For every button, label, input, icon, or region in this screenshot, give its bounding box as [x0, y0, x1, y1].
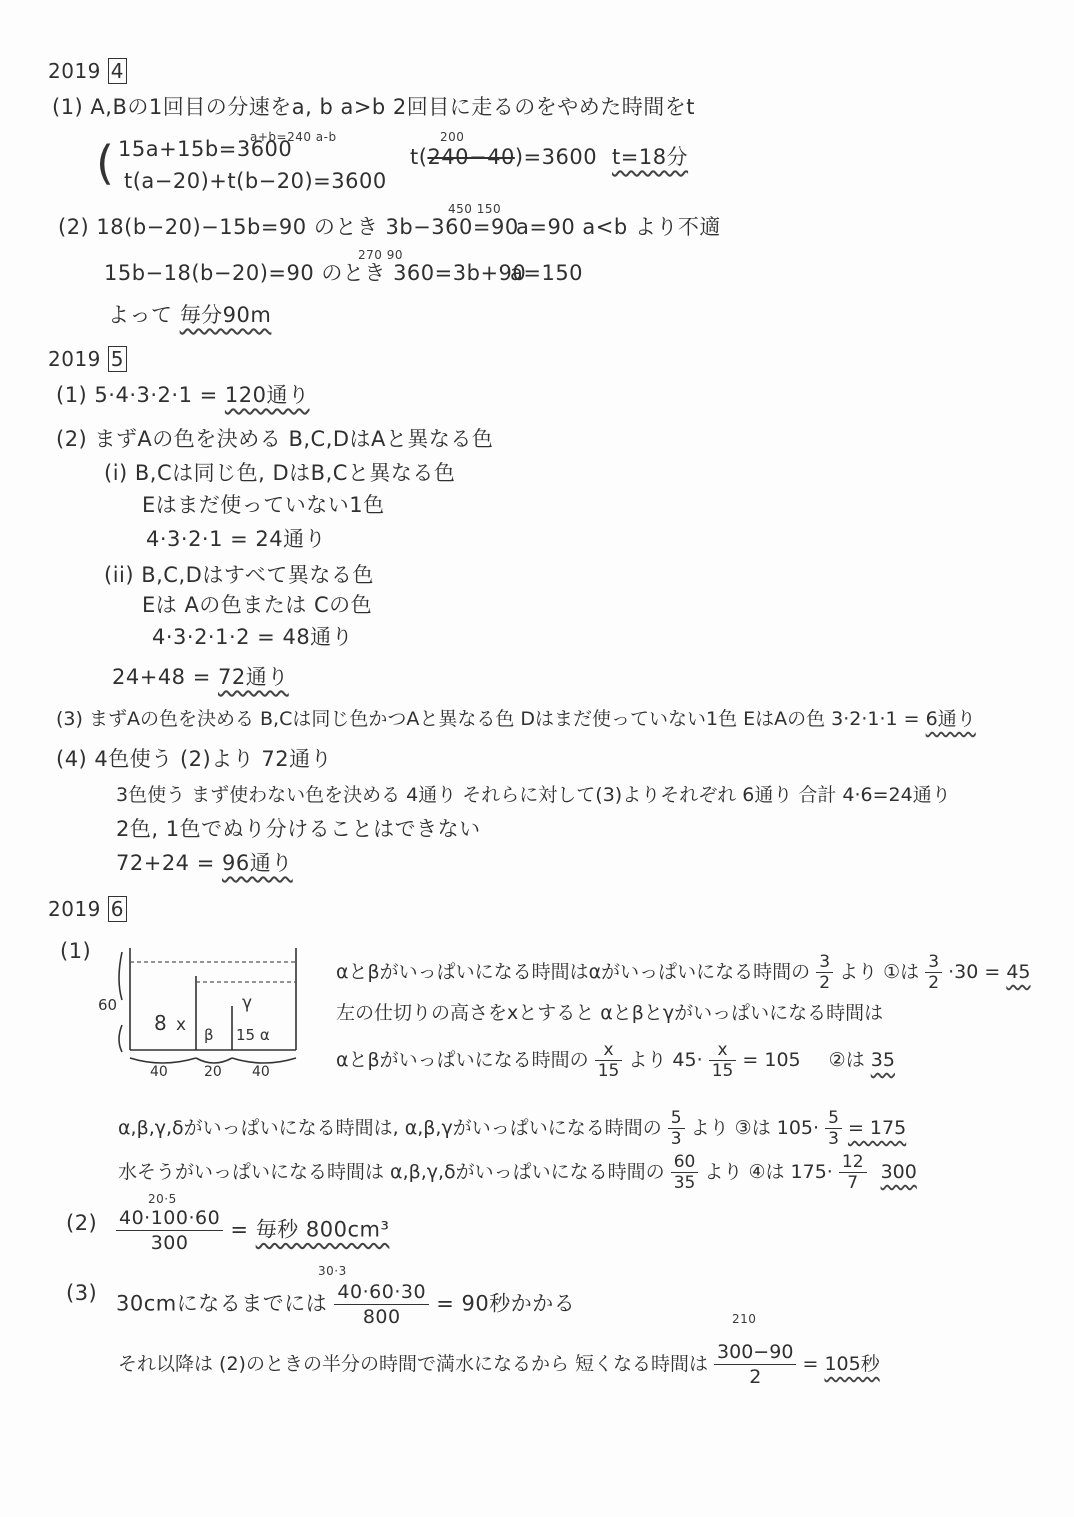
denominator: 2	[928, 973, 940, 993]
fraction	[816, 952, 833, 993]
fraction	[671, 1152, 699, 1193]
answer-3: = 175	[847, 1117, 907, 1139]
text: 水そうがいっぱいになる時間は α,β,γ,δがいっぱいになる時間の	[118, 1161, 665, 1183]
text: より ①は	[839, 961, 920, 983]
p6-q3-answer: 105秒	[824, 1353, 880, 1375]
tank-diagram	[92, 940, 322, 1080]
p5-q4-sum-text: 72+24 =	[116, 851, 215, 875]
fig-w1-label: 40	[150, 1064, 168, 1080]
fraction	[714, 1340, 796, 1389]
section-year: 2019	[48, 59, 101, 83]
text: 30cmになるまでには	[116, 1291, 328, 1316]
denominator: 15	[711, 1061, 734, 1081]
denominator: 7	[847, 1173, 859, 1193]
fig-height-label: 60	[98, 996, 118, 1014]
p4-q1-answer: t=18分	[612, 145, 689, 169]
answer-1: 45	[1006, 961, 1031, 983]
denominator: 2	[819, 973, 831, 993]
fig-w2-label: 20	[204, 1064, 222, 1080]
p5-q1	[56, 382, 309, 408]
denominator: 800	[362, 1306, 401, 1328]
section-header-2019-6	[48, 896, 127, 922]
denominator: 300	[150, 1232, 189, 1254]
p5-q1-text: (1) 5·4·3·2·1 =	[56, 383, 218, 407]
p5-q4-line1: (4) 4色使う (2)より 72通り	[56, 747, 333, 771]
fig-alpha-label: 15 α	[236, 1026, 270, 1044]
p4-q2-line2-b: a=150	[510, 261, 584, 285]
p5-q2-case-ii-c: 4·3·2·1·2 = 48通り	[152, 625, 354, 649]
p6-q3-line2	[118, 1340, 880, 1389]
text: αとβがいっぱいになる時間の	[336, 1049, 589, 1071]
p5-q2-sum	[112, 664, 289, 690]
fraction	[709, 1040, 737, 1081]
p4-q2-line2: 15b−18(b−20)=90 のとき 360=3b+90	[104, 261, 527, 285]
fig-beta-label: β	[204, 1026, 214, 1044]
p5-q2-case-ii-b: Eは Aの色または Cの色	[142, 593, 373, 617]
denominator: 35	[673, 1173, 696, 1193]
numerator: 40·100·60	[116, 1206, 223, 1231]
numerator: 60	[671, 1152, 699, 1173]
p5-q4-line3: 2色, 1色でぬり分けることはできない	[116, 817, 481, 841]
p5-q2-case-ii: (ii) B,C,Dはすべて異なる色	[104, 563, 374, 587]
numerator: 40·60·30	[334, 1280, 429, 1305]
fraction	[925, 952, 942, 993]
p6-q1-line2: 左の仕切りの高さをxとすると αとβとγがいっぱいになる時間は	[336, 1002, 884, 1024]
fraction	[839, 1152, 867, 1193]
p4-q1-eq1-note: a+b=240 a-b	[250, 130, 337, 144]
p6-q2-eq	[116, 1206, 389, 1255]
p4-q1-eq2: t(a−20)+t(b−20)=3600	[124, 169, 387, 193]
p6-q1-line4	[118, 1108, 906, 1149]
eq3-pre: t(	[410, 145, 428, 169]
section-number-box: 4	[108, 58, 127, 84]
denominator: 3	[828, 1129, 839, 1149]
p6-q3-note2: 210	[732, 1312, 757, 1326]
numerator: 300−90	[714, 1340, 796, 1365]
p5-q3-answer: 6通り	[925, 708, 976, 730]
eq3-post: )=3600	[514, 145, 598, 169]
p6-q2-label: (2)	[66, 1211, 98, 1235]
numerator: 3	[816, 952, 833, 973]
text: より 45·	[628, 1049, 703, 1071]
p6-q1-line5	[118, 1152, 917, 1193]
p6-q1-line1	[336, 952, 1031, 993]
p5-q4-line2: 3色使う まず使わない色を決める 4通り それらに対して(3)よりそれぞれ 6通り 合計 4·6=24通り	[116, 784, 951, 806]
equals: =	[230, 1217, 249, 1242]
p6-q3-label: (3)	[66, 1281, 98, 1305]
text: より ③は 105·	[690, 1117, 820, 1139]
p5-q4-answer: 96通り	[222, 851, 293, 875]
text: = 105	[742, 1049, 801, 1071]
p5-q3	[56, 706, 976, 732]
fig-w3-label: 40	[252, 1064, 270, 1080]
p6-q2-note: 20·5	[148, 1192, 177, 1206]
fig-z-label: 8	[154, 1011, 167, 1035]
section-year: 2019	[48, 897, 101, 921]
text: α,β,γ,δがいっぱいになる時間は, α,β,γがいっぱいになる時間の	[118, 1117, 662, 1139]
numerator: x	[595, 1040, 623, 1061]
eq3-struck: 240−40	[427, 145, 515, 169]
fraction	[334, 1280, 429, 1329]
p5-q2-line1: (2) まずAの色を決める B,C,DはAと異なる色	[56, 427, 494, 451]
p6-q3-line1	[116, 1280, 575, 1329]
numerator: 3	[925, 952, 942, 973]
numerator: 5	[825, 1108, 842, 1129]
p5-q4-sum	[116, 850, 293, 876]
width-brackets	[130, 1058, 296, 1063]
p4-q1-line1: (1) A,Bの1回目の分速をa, b a>b 2回目に走るのをやめた時間をt	[52, 95, 696, 119]
height-bracket	[119, 952, 122, 1052]
p5-q2-case-i-b: Eはまだ使っていない1色	[142, 493, 385, 517]
text: αとβがいっぱいになる時間はαがいっぱいになる時間の	[336, 961, 811, 983]
answer-4: 300	[880, 1161, 917, 1183]
p4-q2-line1-b: a=90 a<b より不適	[516, 215, 721, 239]
p4-q2-line1-note: 450 150	[448, 202, 502, 216]
section-number-box: 5	[108, 346, 127, 372]
p4-q2-line2-note: 270 90	[358, 248, 403, 262]
p6-q3-note: 30·3	[318, 1264, 347, 1278]
section-header-2019-5	[48, 346, 127, 372]
p4-q1-eq1: 15a+15b=3600	[118, 137, 293, 161]
p5-q1-answer: 120通り	[224, 383, 310, 407]
equals: =	[802, 1353, 819, 1375]
numerator: x	[709, 1040, 737, 1061]
p6-q2-answer: 毎秒 800cm³	[255, 1217, 390, 1242]
p5-q2-case-i: (i) B,Cは同じ色, DはB,Cと異なる色	[104, 461, 456, 485]
p4-q2-line3	[108, 302, 271, 328]
fraction	[668, 1108, 685, 1149]
text: それ以降は (2)のときの半分の時間で満水になるから 短くなる時間は	[118, 1353, 708, 1375]
section-year: 2019	[48, 347, 101, 371]
p6-q1-label: (1)	[60, 939, 92, 963]
denominator: 15	[597, 1061, 620, 1081]
p5-q2-sum-text: 24+48 =	[112, 665, 211, 689]
denominator: 2	[749, 1366, 762, 1388]
text: = 90秒かかる	[436, 1291, 576, 1316]
text: ②は	[828, 1049, 865, 1071]
p4-q2-answer: 毎分90m	[179, 303, 272, 327]
answer-2: 35	[870, 1049, 895, 1071]
fraction	[595, 1040, 623, 1081]
fraction	[116, 1206, 223, 1255]
denominator: 3	[670, 1129, 682, 1149]
text: より ④は 175·	[704, 1161, 833, 1183]
section-number-box: 6	[108, 896, 127, 922]
p5-q2-answer: 72通り	[218, 665, 289, 689]
p5-q2-case-i-c: 4·3·2·1 = 24通り	[146, 527, 327, 551]
p4-q2-line1: (2) 18(b−20)−15b=90 のとき 3b−360=90	[58, 215, 519, 239]
fig-gamma-label: γ	[242, 993, 253, 1013]
system-brace: (	[96, 136, 114, 190]
numerator: 12	[839, 1152, 867, 1173]
fig-x-label: x	[176, 1015, 187, 1035]
p4-q2-conclusion: よって	[108, 303, 173, 327]
p4-q1-eq3-note: 200	[440, 130, 465, 144]
fraction	[825, 1108, 842, 1149]
p6-q1-line3	[336, 1040, 895, 1081]
numerator: 5	[668, 1108, 685, 1129]
text: ·30 =	[948, 961, 1001, 983]
p4-q1-eq3	[410, 144, 597, 170]
section-header-2019-4	[48, 58, 127, 84]
p5-q3-text: (3) まずAの色を決める B,Cは同じ色かつAと異なる色 Dはまだ使っていない1色 EはAの色 3·2·1·1 =	[56, 708, 920, 730]
